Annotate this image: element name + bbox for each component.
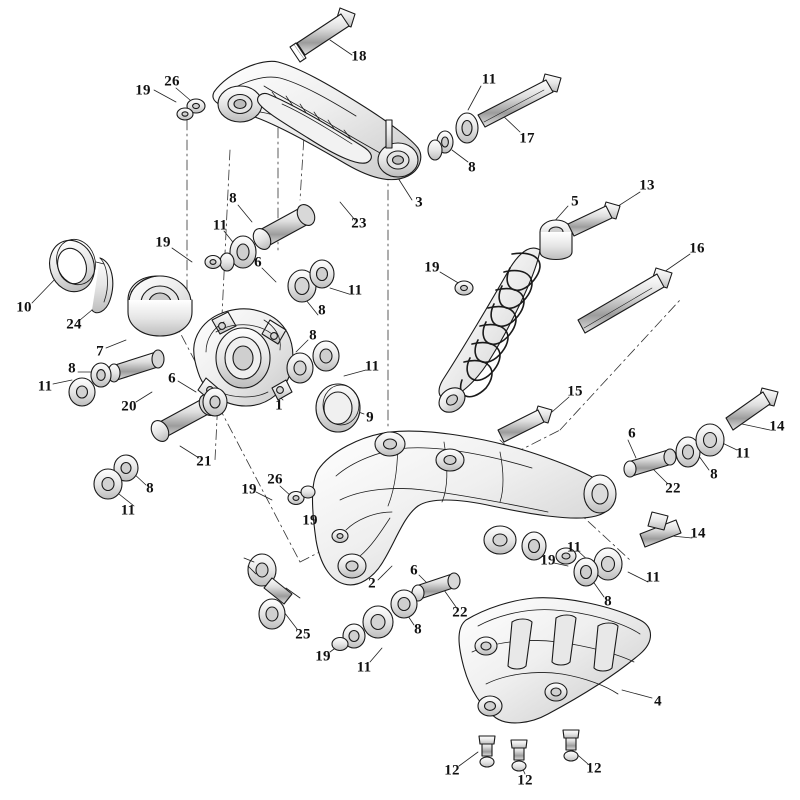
callout-number: 6 — [410, 562, 418, 579]
callout-number: 26 — [164, 73, 180, 90]
callout-number: 8 — [229, 190, 237, 207]
callout-number: 21 — [196, 453, 212, 470]
callout-number: 11 — [347, 282, 363, 299]
callout-number: 7 — [96, 343, 104, 360]
callout-number: 8 — [68, 360, 76, 377]
callout-number: 12 — [517, 772, 533, 789]
callout-number: 9 — [366, 409, 374, 426]
callout-number: 8 — [309, 327, 317, 344]
callout-number: 8 — [468, 159, 476, 176]
callout-number: 1 — [275, 397, 283, 414]
callout-number: 22 — [452, 604, 468, 621]
callout-number: 10 — [16, 299, 32, 316]
callout-number: 11 — [120, 502, 136, 519]
callout-number: 6 — [168, 370, 176, 387]
callout-number: 4 — [654, 693, 662, 710]
callout-number: 26 — [267, 471, 283, 488]
callout-number: 20 — [121, 398, 137, 415]
callout-number: 2 — [368, 575, 376, 592]
callout-number: 8 — [604, 593, 612, 610]
callout-number: 11 — [481, 71, 497, 88]
callout-number: 11 — [212, 217, 228, 234]
callout-number: 19 — [424, 259, 440, 276]
callout-number: 5 — [571, 193, 579, 210]
callout-number: 23 — [351, 215, 367, 232]
callout-number: 6 — [254, 254, 262, 271]
callout-number: 22 — [665, 480, 681, 497]
callout-number: 11 — [364, 358, 380, 375]
callout-number: 12 — [444, 762, 460, 779]
callout-number: 11 — [356, 659, 372, 676]
callout-number: 19 — [315, 648, 331, 665]
callout-number: 15 — [567, 383, 583, 400]
callout-number: 8 — [710, 466, 718, 483]
callout-number: 13 — [639, 177, 655, 194]
callout-number: 19 — [241, 481, 257, 498]
callout-number: 14 — [769, 418, 785, 435]
callout-number: 17 — [519, 130, 535, 147]
callout-number: 12 — [586, 760, 602, 777]
callout-number: 11 — [645, 569, 661, 586]
callout-number: 24 — [66, 316, 82, 333]
callout-number: 11 — [566, 539, 582, 556]
callout-number: 6 — [628, 425, 636, 442]
callout-number: 14 — [690, 525, 706, 542]
callout-number: 8 — [146, 480, 154, 497]
callout-number: 18 — [351, 48, 367, 65]
callout-number: 19 — [135, 82, 151, 99]
callout-number: 11 — [735, 445, 751, 462]
callout-number: 19 — [155, 234, 171, 251]
callout-number: 19 — [302, 512, 318, 529]
callout-number: 16 — [689, 240, 705, 257]
callout-number: 8 — [414, 621, 422, 638]
callout-number: 8 — [318, 302, 326, 319]
callout-number: 11 — [37, 378, 53, 395]
callout-number: 19 — [540, 552, 556, 569]
callout-number: 25 — [295, 626, 311, 643]
callout-number: 3 — [415, 194, 423, 211]
